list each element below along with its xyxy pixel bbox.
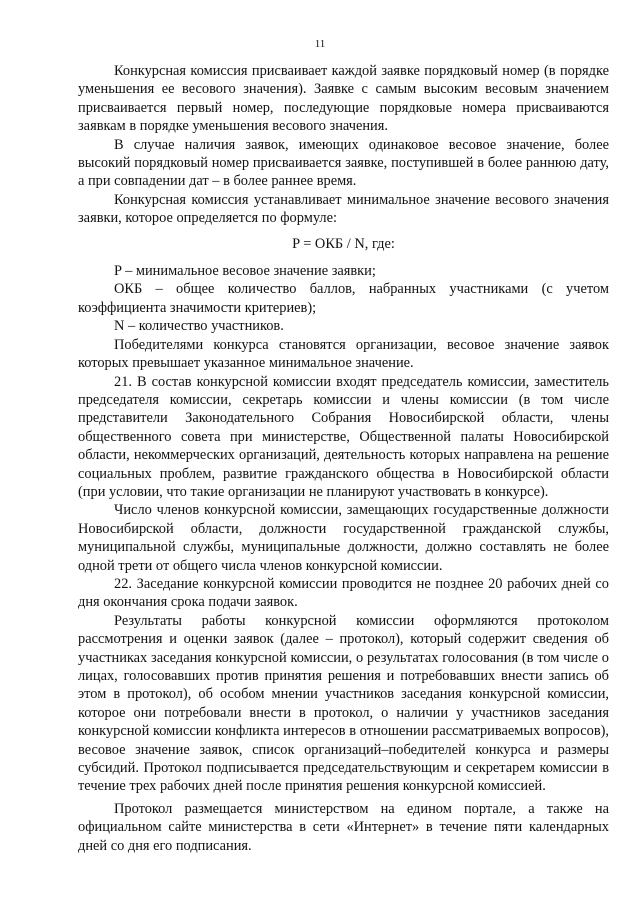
- paragraph-sequence-numbers: Конкурсная комиссия присваивает каждой заявке порядковый номер (в порядке уменьшения ее весового значения). Заявке с самым высоким весовым значением присваивается первый номер, последующие порядковые номера присваиваются заявкам в порядке уменьшения весового значения.: [78, 63, 609, 135]
- paragraph-item-21: 21. В состав конкурсной комиссии входят председатель комиссии, заместитель председателя комиссии, секретарь комиссии и члены комиссии (в том числе представители Законодательного Собрания Новосибирской области, члены общественного совета при министерстве, Общественной палаты Новосибирской области, некоммерческих организаций, деятельность которых направлена на решение социальных проблем, развитие гражданского общества в Новосибирской области (при условии, что такие организации не планируют участвовать в конкурсе).: [78, 373, 609, 500]
- paragraph-item-22: 22. Заседание конкурсной комиссии проводится не позднее 20 рабочих дней со дня окончания срока подачи заявок.: [78, 575, 609, 611]
- page-number: 11: [314, 38, 326, 50]
- paragraph-protocol-publication: Протокол размещается министерством на едином портале, а также на официальном сайте министерства в сети «Интернет» в течение пяти календарных дней со дня его подписания.: [78, 800, 609, 854]
- definition-p: P – минимальное весовое значение заявки;: [114, 263, 376, 280]
- paragraph-equal-weights: В случае наличия заявок, имеющих одинаковое весовое значение, более высокий порядковый номер присваивается заявке, поступившей в более раннюю дату, а при совпадении дат – в более раннее время.: [78, 136, 609, 190]
- definition-okb: ОКБ – общее количество баллов, набранных участниками (с учетом коэффициента значимости критериев);: [78, 281, 609, 316]
- paragraph-minimum-value: Конкурсная комиссия устанавливает минимальное значение весового значения заявки, которое определяется по формуле:: [78, 191, 609, 227]
- formula: P = ОКБ / N, где:: [292, 235, 395, 252]
- paragraph-protocol-results: Результаты работы конкурсной комиссии оформляются протоколом рассмотрения и оценки заявок (далее – протокол), который содержит сведения об участниках заседания конкурсной комиссии, о результатах голосования (в том числе о лицах, голосовавших против принятия решения и потребовавших внести запись об этом в протокол), об особом мнении участников заседания конкурсной комиссии, которое они потребовали внести в протокол, о наличии у участников заседания конкурсной комиссии конфликта интересов в отношении рассматриваемых вопросов), весовое значение заявок, список организаций–победителей конкурса и размеры субсидий. Протокол подписывается председательствующим и секретарем комиссии в течение трех рабочих дней после принятия решения конкурсной комиссией.: [78, 612, 609, 795]
- definition-n: N – количество участников.: [114, 318, 284, 335]
- document-body: [78, 62, 609, 855]
- paragraph-commission-members: Число членов конкурсной комиссии, замещающих государственные должности Новосибирской области, должности государственной гражданской службы, муниципальной службы, муниципальные должности, должно составлять не более одной трети от общего числа членов конкурсной комиссии.: [78, 502, 609, 574]
- paragraph-winners: Победителями конкурса становятся организации, весовое значение заявок которых превышает указанное минимальное значение.: [78, 336, 609, 372]
